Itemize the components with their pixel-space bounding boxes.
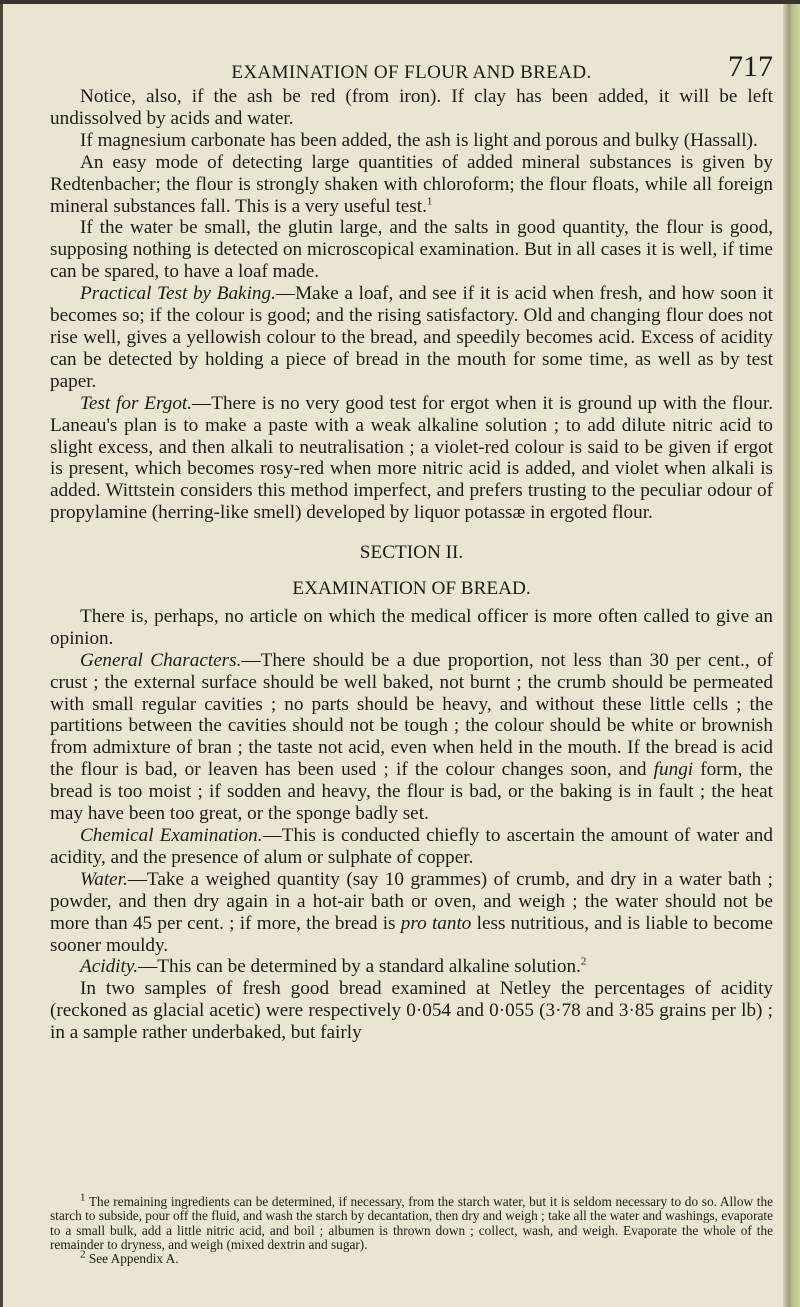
paragraph-text: —There is no very good test for ergot when it is ground up with the flour. Laneau's plan is to make a paste with a weak alkaline solution ; to add dilute nitric acid to slight excess, and then alkali to neutralisation ; a violet-red colour is said to be given if ergot is present, which becomes rosy-red when more nitric acid is added, and violet when alkali is added. Wittstein considers this method imperfect, and prefers trusting to the peculiar odour of propylamine (herring-like smell) developed by liquor potassæ in ergoted flour.: [50, 392, 773, 524]
paragraph: [50, 130, 773, 152]
paragraph-text: —This is conducted chiefly to ascertain the amount of water and acidity, and the presence of alum or sulphate of copper.: [50, 825, 773, 868]
body-text: [50, 86, 773, 1044]
footnote-mark: 1: [80, 1191, 86, 1204]
page-left-edge: [0, 4, 3, 1307]
page-top-rule: [0, 0, 800, 4]
italic-term: pro tanto: [400, 912, 472, 934]
running-title: EXAMINATION OF FLOUR AND BREAD.: [231, 62, 592, 83]
run-in-heading: Chemical Examination.: [80, 825, 263, 846]
footnote: [50, 1248, 773, 1267]
run-in-heading: General Characters.: [80, 649, 242, 671]
paragraph-text: form, the bread is too moist ; if sodden and heavy, the flour is bad, or the baking is in fault ; the heat may have been too great, or the sponge badly set.: [50, 759, 773, 825]
footnote-ref: 2: [580, 956, 587, 969]
run-in-heading: Practical Test by Baking.: [80, 283, 276, 305]
paragraph-text: If the water be small, the glutin large, and the salts in good quantity, the flour is good, supposing nothing is detected on microscopical examination. But in all cases it is well, if time can be spared, to have a loaf made.: [50, 217, 773, 283]
paragraph: [50, 825, 773, 869]
paragraph-text: —There should be a due proportion, not less than 30 per cent., of crust ; the external surface should be well baked, not burnt ; the crumb should be permeated with small regular cavities ; no parts should be heavy, and without these little cells ; the partitions between the cavities should not be tough ; the colour should be white or brownish from admixture of bran ; the taste not acid, even when held in the mouth. If the bread is acid the flour is bad, or leaven has been used ; if the colour changes soon, and: [50, 649, 773, 781]
footnote: [50, 1191, 773, 1252]
paragraph-text: less nutritious, and is liable to become sooner mouldy.: [50, 912, 773, 956]
run-in-heading: Acidity.: [80, 956, 139, 978]
paragraph-text: An easy mode of detecting large quantities of added mineral substances is given by Redtenbacher; the flour is strongly shaken with chloroform; the flour floats, while all foreign mineral substances fall. This is a very useful test.: [50, 151, 773, 217]
paragraph: [50, 956, 773, 978]
paragraph-text: —Take a weighed quantity (say 10 grammes) of crumb, and dry in a water bath ; powder, and then dry again in a hot-air bath or oven, and weigh ; the water should not be more than 45 per cent. ; if more, the bread is: [50, 868, 773, 934]
paragraph: [50, 393, 773, 524]
section-number: SECTION II.: [359, 542, 464, 564]
paragraph: [50, 86, 773, 130]
paragraph-text: —This can be determined by a standard alkaline solution.: [138, 956, 581, 978]
paragraph: [50, 650, 773, 825]
paragraph-text: There is, perhaps, no article on which the medical officer is more often called to give an opinion.: [50, 605, 773, 649]
book-fore-edge: [783, 4, 800, 1307]
paragraph-text: —Make a loaf, and see if it is acid when fresh, and how soon it becomes so; if the colour is good; and the rising satisfactory. Old and changing flour does not rise well, gives a yellowish colour to the bread, and speedily becomes acid. Excess of acidity can be detected by holding a piece of bread in the mouth for some time, as well as by test paper.: [50, 283, 773, 392]
footnote-text: The remaining ingredients can be determined, if necessary, from the starch water, but it is seldom necessary to do so. Allow the starch to subside, pour off the fluid, and wash the starch by decantation, then dry and weigh ; take all the water and washings, evaporate to a small bulk, add a little nitric acid, and boil ; albumen is thrown down ; collect, wash, and weigh. Evaporate the whole of the remainder to dryness, and weigh (mixed dextrin and sugar).: [50, 1194, 773, 1252]
paragraph: [50, 606, 773, 650]
italic-term: fungi: [653, 759, 694, 781]
footnote-ref: 1: [426, 195, 433, 208]
run-in-heading: Test for Ergot.: [80, 392, 193, 414]
paragraph: [50, 869, 773, 957]
footnotes: [50, 1191, 773, 1267]
section-title: EXAMINATION OF BREAD.: [292, 578, 531, 600]
footnote-text: See Appendix A.: [85, 1251, 179, 1267]
paragraph: [50, 152, 773, 218]
paragraph-text: Notice, also, if the ash be red (from iron). If clay has been added, it will be left undissolved by acids and water.: [50, 86, 773, 129]
paragraph-text: If magnesium carbonate has been added, the ash is light and porous and bulky (Hassall).: [80, 129, 758, 151]
paragraph: [50, 217, 773, 283]
run-in-heading: Water.: [80, 868, 128, 890]
paragraph-text: In two samples of fresh good bread examined at Netley the percentages of acidity (reckoned as glacial acetic) were respectively 0·054 and 0·055 (3·78 and 3·85 grains per lb) ; in a sample rather underbaked, but fairly: [50, 978, 773, 1044]
page-number: 717: [728, 50, 773, 83]
footnote-mark: 2: [80, 1248, 86, 1261]
paragraph: [50, 978, 773, 1044]
page-header: [50, 50, 773, 90]
paragraph: [50, 283, 773, 393]
